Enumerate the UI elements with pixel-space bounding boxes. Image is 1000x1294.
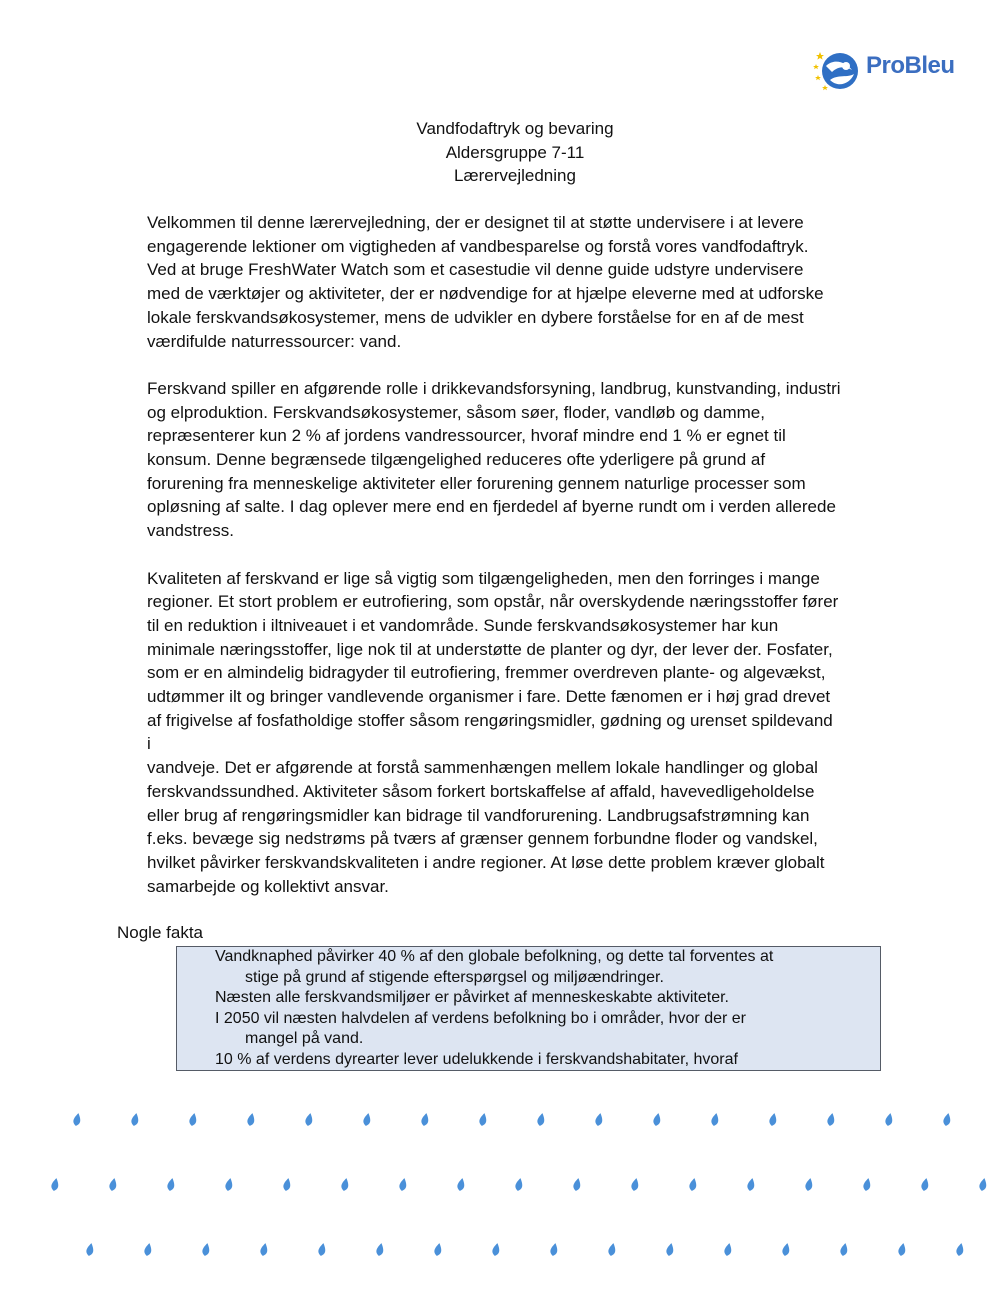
text-line: i bbox=[147, 734, 151, 754]
brand-name: ProBleu bbox=[866, 52, 955, 79]
water-drop-icon bbox=[304, 1112, 313, 1126]
text-line: Kvaliteten af ferskvand er lige så vigtig som tilgængeligheden, men den forringes i mange bbox=[147, 568, 820, 588]
water-drop-icon bbox=[340, 1177, 349, 1191]
water-drop-icon bbox=[804, 1177, 813, 1191]
water-drop-icon bbox=[317, 1242, 326, 1256]
fact-text-continued: stige på grund af stigende efterspørgsel og miljøændringer. bbox=[245, 968, 664, 986]
water-drop-icon bbox=[572, 1177, 581, 1191]
water-drop-icon bbox=[688, 1177, 697, 1191]
globe-logo-icon bbox=[812, 44, 864, 96]
water-drop-icon bbox=[224, 1177, 233, 1191]
text-line: repræsenterer kun 2 % af jordens vandressourcer, hvoraf mindre end 1 % er egnet til bbox=[147, 426, 786, 446]
water-drop-icon bbox=[665, 1242, 674, 1256]
body-text bbox=[147, 211, 897, 922]
fact-item bbox=[177, 947, 880, 988]
water-drop-icon bbox=[72, 1112, 81, 1126]
text-line: forurening fra menneskelige aktiviteter eller forurening gennem naturlige processer som bbox=[147, 473, 806, 493]
text-line: minimale næringsstoffer, lige nok til at understøtte de planter og dyr, der lever der. Fosfater, bbox=[147, 639, 833, 659]
water-drop-icon bbox=[398, 1177, 407, 1191]
text-line: regioner. Et stort problem er eutrofiering, som opstår, når overskydende næringsstoffer fører bbox=[147, 592, 839, 612]
fact-text-continued: mangel på vand. bbox=[245, 1030, 364, 1047]
water-drop-icon bbox=[594, 1112, 603, 1126]
text-line: opløsning af salte. I dag oplever mere end en fjerdedel af byerne rundt om i verden allerede bbox=[147, 497, 836, 517]
water-drop-icon bbox=[826, 1112, 835, 1126]
water-drop-icon bbox=[85, 1242, 94, 1256]
paragraph-intro bbox=[147, 211, 897, 353]
water-drop-icon bbox=[246, 1112, 255, 1126]
water-drop-icon bbox=[607, 1242, 616, 1256]
water-drop-icon bbox=[536, 1112, 545, 1126]
paragraph-quality bbox=[147, 567, 897, 899]
text-line: Ved at bruge FreshWater Watch som et casestudie vil denne guide udstyre undervisere bbox=[147, 260, 804, 280]
text-line: og elproduktion. Ferskvandsøkosystemer, såsom søer, floder, vandløb og damme, bbox=[147, 402, 765, 422]
water-drop-icon bbox=[201, 1242, 210, 1256]
probleu-logo bbox=[812, 44, 972, 96]
text-line: vandstress. bbox=[147, 521, 234, 541]
text-line: udtømmer ilt og bringer vandlevende organismer i fare. Dette fænomen er i høj grad drevet bbox=[147, 687, 831, 707]
subtitle-guide-type: Lærervejledning bbox=[454, 166, 576, 185]
water-drop-icon bbox=[862, 1177, 871, 1191]
water-drop-icon bbox=[491, 1242, 500, 1256]
text-line: vandveje. Det er afgørende at forstå sammenhængen mellem lokale handlinger og global bbox=[147, 758, 818, 778]
water-drop-icon bbox=[50, 1177, 59, 1191]
text-line: Velkommen til denne lærervejledning, der er designet til at støtte undervisere i at levere bbox=[147, 213, 804, 232]
fact-item bbox=[177, 1050, 880, 1071]
text-line: f.eks. bevæge sig nedstrøms på tværs af grænser gennem forbundne floder og vandskel, bbox=[147, 829, 818, 849]
water-drop-icon bbox=[259, 1242, 268, 1256]
text-line: med de værktøjer og aktiviteter, der er nødvendige for at hjælpe eleverne med at udforske bbox=[147, 284, 824, 304]
water-drop-icon bbox=[955, 1242, 964, 1256]
water-drop-icon bbox=[978, 1177, 987, 1191]
fact-text: Næsten alle ferskvandsmiljøer er påvirket af menneskeskabte aktiviteter. bbox=[215, 989, 729, 1006]
water-drop-icon bbox=[108, 1177, 117, 1191]
water-drop-icon bbox=[433, 1242, 442, 1256]
water-drop-icon bbox=[884, 1112, 893, 1126]
water-drop-icon bbox=[942, 1112, 951, 1126]
text-line: lokale ferskvandsøkosystemer, mens de udvikler en dybere forståelse for en af de mest bbox=[147, 307, 804, 327]
facts-box bbox=[176, 946, 881, 1071]
paragraph-freshwater bbox=[147, 377, 897, 543]
facts-heading: Nogle fakta bbox=[117, 923, 203, 942]
water-drop-icon bbox=[549, 1242, 558, 1256]
water-drop-icon bbox=[920, 1177, 929, 1191]
text-line: hvilket påvirker ferskvandskvaliteten i andre regioner. At løse dette problem kræver globalt bbox=[147, 852, 825, 872]
document-title bbox=[0, 117, 1000, 188]
water-drop-icon bbox=[746, 1177, 755, 1191]
water-drop-icon bbox=[375, 1242, 384, 1256]
water-drop-icon bbox=[630, 1177, 639, 1191]
text-line: værdifulde naturressourcer: vand. bbox=[147, 331, 402, 351]
text-line: ferskvandssundhed. Aktiviteter såsom forkert bortskaffelse af affald, havevedligeholdelse bbox=[147, 781, 815, 801]
fact-text: Vandknaphed påvirker 40 % af den globale befolkning, og dette tal forventes at bbox=[215, 948, 774, 965]
fact-text: 10 % af verdens dyrearter lever udelukkende i ferskvandshabitater, hvoraf bbox=[215, 1050, 738, 1068]
fact-item bbox=[177, 1009, 880, 1050]
water-drop-icon bbox=[768, 1112, 777, 1126]
water-drop-icon bbox=[282, 1177, 291, 1191]
water-drop-icon bbox=[478, 1112, 487, 1126]
water-drop-icon bbox=[143, 1242, 152, 1256]
text-line: som er en almindelig bidragyder til eutrofiering, fremmer overdreven plante- og algevækst, bbox=[147, 663, 826, 683]
text-line: til en reduktion i iltniveauet i et vandområde. Sunde ferskvandsøkosystemer har kun bbox=[147, 615, 779, 635]
water-drop-icon bbox=[710, 1112, 719, 1126]
water-drop-icon bbox=[723, 1242, 732, 1256]
water-drop-icon bbox=[652, 1112, 661, 1126]
water-drop-icon bbox=[839, 1242, 848, 1256]
water-drop-icon bbox=[420, 1112, 429, 1126]
text-line: eller brug af rengøringsmidler kan bidrage til vandforurening. Landbrugsafstrømning kan bbox=[147, 805, 810, 825]
text-line: konsum. Denne begrænsede tilgængelighed reduceres ofte yderligere på grund af bbox=[147, 450, 766, 470]
water-drop-icon bbox=[130, 1112, 139, 1126]
water-drop-icon bbox=[166, 1177, 175, 1191]
fact-text: I 2050 vil næsten halvdelen af verdens befolkning bo i områder, hvor der er bbox=[215, 1009, 746, 1027]
fact-item bbox=[177, 988, 880, 1009]
water-drop-icon bbox=[188, 1112, 197, 1126]
text-line: samarbejde og kollektivt ansvar. bbox=[147, 876, 389, 896]
water-drop-icon bbox=[362, 1112, 371, 1126]
water-drop-icon bbox=[781, 1242, 790, 1256]
text-line: engagerende lektioner om vigtigheden af vandbesparelse og forstå vores vandfodaftryk. bbox=[147, 236, 809, 256]
subtitle-age-group: Aldersgruppe 7-11 bbox=[445, 142, 585, 162]
title-line: Vandfodaftryk og bevaring bbox=[416, 119, 614, 138]
water-drop-icon bbox=[514, 1177, 523, 1191]
text-line: Ferskvand spiller en afgørende rolle i drikkevandsforsyning, landbrug, kunstvanding, industri bbox=[147, 378, 841, 398]
water-drops-decoration bbox=[0, 1100, 1000, 1280]
water-drop-icon bbox=[897, 1242, 906, 1256]
text-line: af frigivelse af fosfatholdige stoffer såsom rengøringsmidler, gødning og urenset spildevand bbox=[147, 710, 833, 730]
water-drop-icon bbox=[456, 1177, 465, 1191]
